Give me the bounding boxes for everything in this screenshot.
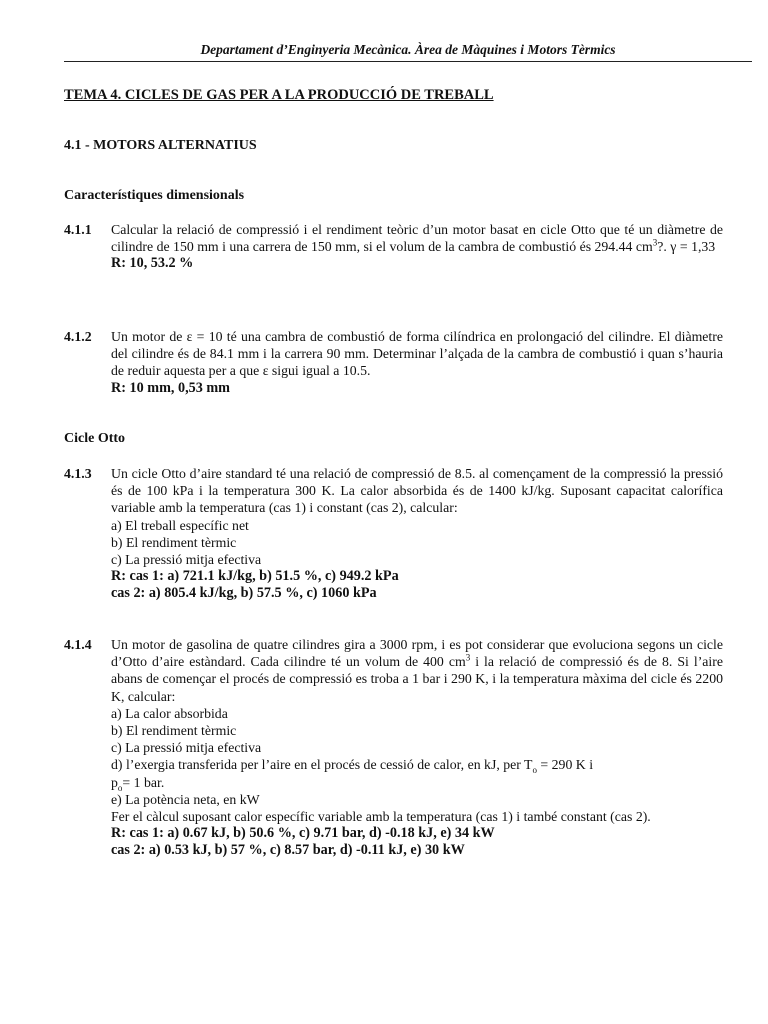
problem-4-1-4: [64, 636, 723, 860]
superscript: 3: [652, 237, 658, 248]
problem-statement: [111, 221, 723, 255]
subsection-otto: Cicle Otto: [64, 431, 126, 446]
problem-4-1-1: [64, 221, 723, 273]
item-part: d) l’exergia transferida per l’aire en el procés de cessió de calor, en kJ, per T: [111, 757, 533, 773]
statement-part: Calcular la relació de compressió i el rendiment teòric d’un motor basat en cicle Otto que té un diàmetre de cilindre de 150 mm i una carrera de 150 mm, si el volum de la cambra de combustió és 294.44 cm: [111, 222, 723, 255]
problem-answer: R: cas 1: a) 721.1 kJ/kg, b) 51.5 %, c) 949.2 kPa: [111, 568, 399, 585]
list-item: [111, 756, 723, 776]
list-item: a) La calor absorbida: [111, 705, 228, 721]
problem-note: Fer el càlcul suposant calor específic variable amb la temperatura (cas 1) i també constant (cas 2).: [111, 809, 651, 825]
document-title: TEMA 4. CICLES DE GAS PER A LA PRODUCCIÓ DE TREBALL: [64, 87, 494, 103]
superscript: 3: [465, 652, 471, 663]
item-part: = 290 K i: [536, 757, 594, 773]
header-divider: [64, 61, 752, 62]
problem-body: [111, 465, 723, 603]
problem-4-1-3: [64, 465, 723, 603]
statement-part: ?. γ = 1,33: [657, 239, 716, 255]
problem-answer: R: 10, 53.2 %: [111, 255, 194, 272]
section-heading: 4.1 - MOTORS ALTERNATIUS: [64, 138, 257, 153]
problem-statement: Un cicle Otto d’aire standard té una relació de compressió de 8.5. al començament de la compressió la pressió és de 100 kPa i la temperatura 300 K. La calor absorbida és de 1400 kJ/kg. Suposant capacitat calorífica variable amb la temperatura (cas 1) i constant (cas 2), calcular:: [111, 466, 723, 516]
list-item: b) El rendiment tèrmic: [111, 723, 237, 739]
problem-answer: R: cas 1: a) 0.67 kJ, b) 50.6 %, c) 9.71 bar, d) -0.18 kJ, e) 34 kW: [111, 825, 495, 842]
list-item-continuation: [111, 774, 723, 791]
problem-body: [111, 221, 723, 273]
subsection-dimensional: Característiques dimensionals: [64, 188, 245, 203]
problem-answer: R: 10 mm, 0,53 mm: [111, 379, 230, 396]
problem-answer: cas 2: a) 0.53 kJ, b) 57 %, c) 8.57 bar, d) -0.11 kJ, e) 30 kW: [111, 842, 465, 859]
statement-part: Un motor de gasolina de quatre cilindres gira a 3000 rpm, i es pot considerar que evoluciona segons un cicle d’Otto d’aire estàndard. Cada cilindre té un volum de 400 cm: [111, 637, 723, 670]
problem-number: 4.1.3: [64, 466, 92, 481]
list-item: b) El rendiment tèrmic: [111, 534, 237, 550]
problem-4-1-2: [64, 328, 723, 397]
problem-body: [111, 636, 723, 860]
problem-number: 4.1.4: [64, 637, 92, 652]
statement-part: i la relació de compressió és de 8. Si l’aire abans de començar el procés de compressió es troba a 1 bar i 290 K, i la temperatura màxima del cicle és 2200 K, calcular:: [111, 654, 723, 704]
page-header: Departament d’Enginyeria Mecànica. Àrea de Màquines i Motors Tèrmics: [200, 42, 616, 57]
problem-body: [111, 328, 723, 397]
problem-statement: [111, 636, 723, 705]
subscript: o: [532, 765, 537, 776]
list-item: a) El treball específic net: [111, 517, 249, 533]
problem-number: 4.1.2: [64, 329, 92, 344]
subscript: o: [117, 782, 123, 793]
list-item: e) La potència neta, en kW: [111, 791, 260, 807]
item-part: = 1 bar.: [122, 774, 165, 790]
problem-statement: Un motor de ε = 10 té una cambra de combustió de forma cilíndrica en prolongació del cilindre. El diàmetre del cilindre és de 84.1 mm i la carrera 90 mm. Determinar l’alçada de la cambra de combustió i quan s’hauria de reduir aquesta per a que ε sigui igual a 10.5.: [111, 329, 723, 379]
problem-answer: cas 2: a) 805.4 kJ/kg, b) 57.5 %, c) 1060 kPa: [111, 585, 377, 602]
item-part: p: [111, 774, 118, 790]
list-item: c) La pressió mitja efectiva: [111, 552, 262, 568]
problem-number: 4.1.1: [64, 222, 92, 237]
list-item: c) La pressió mitja efectiva: [111, 740, 262, 756]
